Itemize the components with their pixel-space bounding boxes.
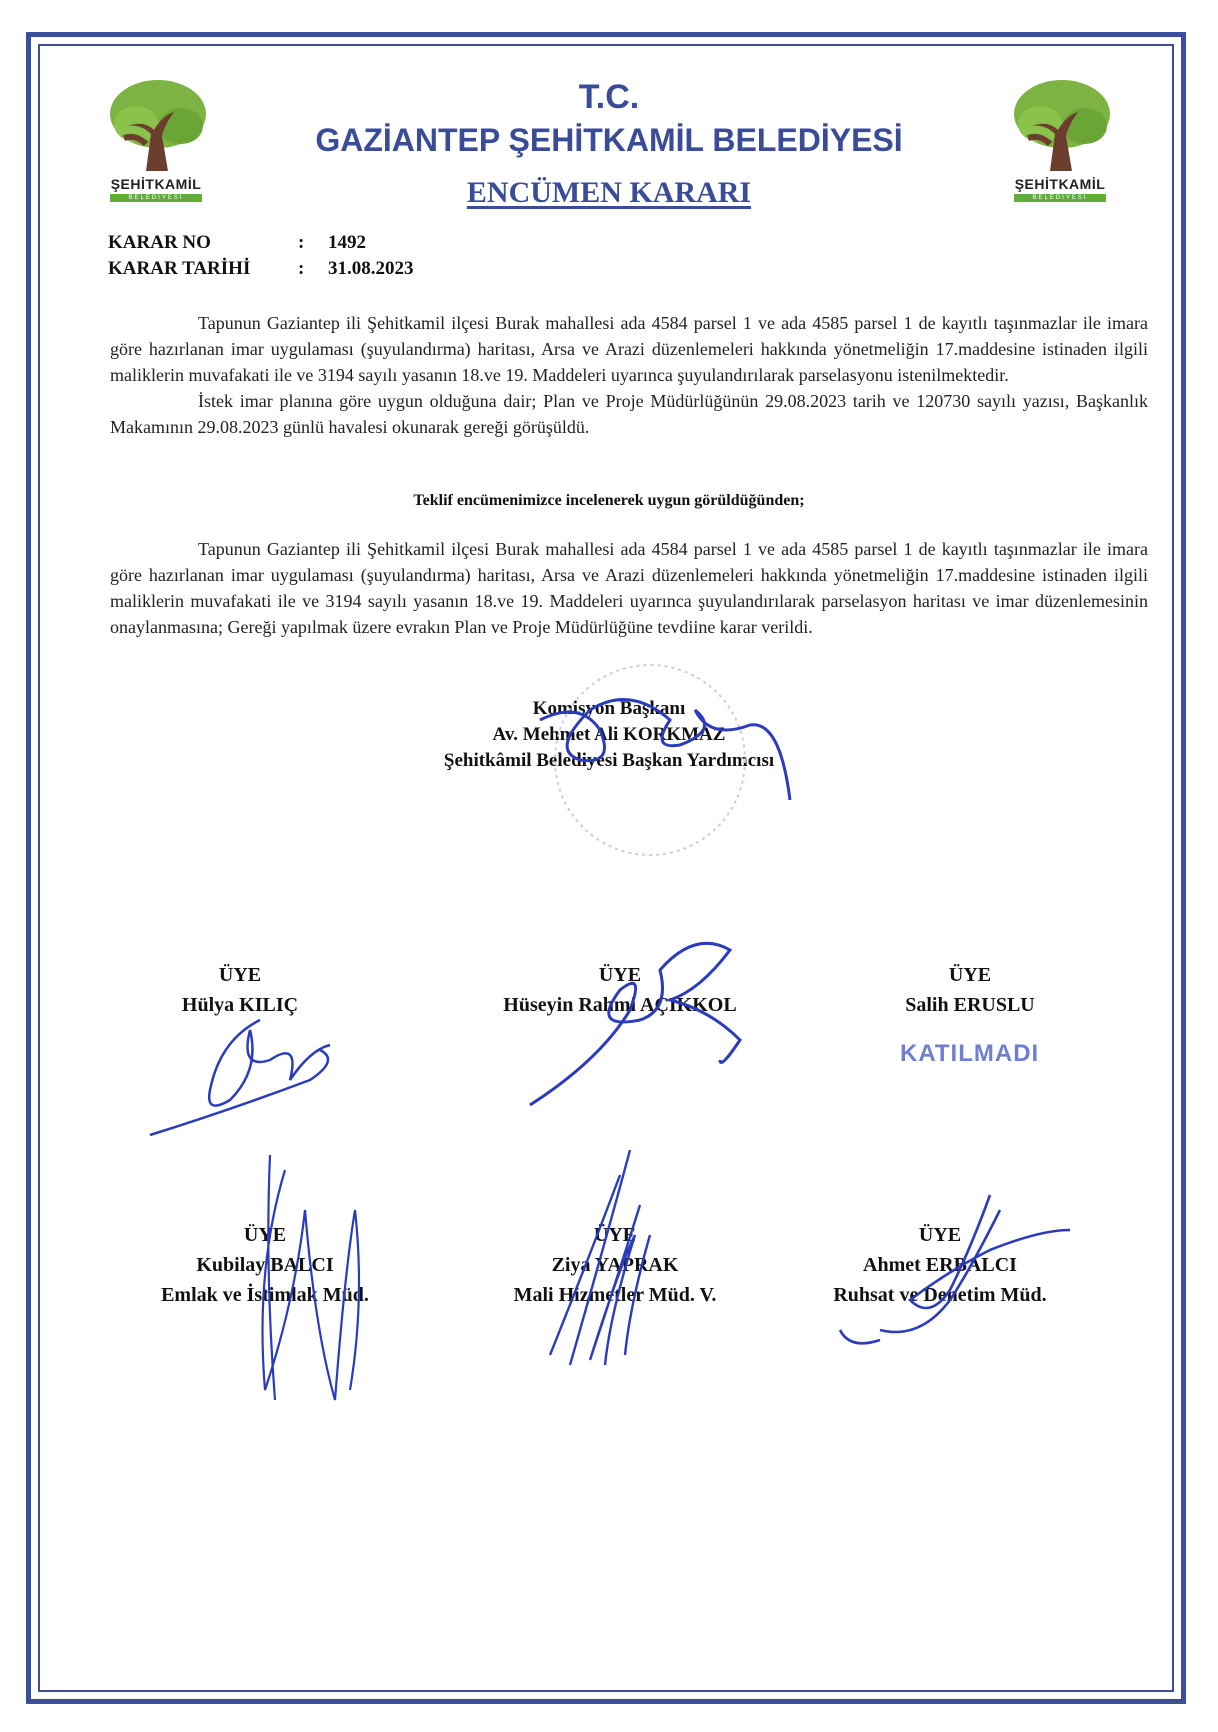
member-name: Kubilay BALCI: [196, 1254, 334, 1276]
logo-subtext: BELEDİYESİ: [110, 194, 202, 202]
separator: :: [298, 232, 305, 253]
member-role: ÜYE: [218, 964, 262, 986]
karar-tarihi-value: 31.08.2023: [328, 258, 414, 279]
karar-tarihi-row: [108, 258, 414, 280]
logo-subtext: BELEDİYESİ: [1014, 194, 1106, 202]
member-role: ÜYE: [948, 964, 992, 986]
member-5: [435, 1220, 795, 1310]
body-paragraphs-2: [110, 536, 1148, 640]
page-border-inner: [38, 44, 1174, 1692]
chair-name: Av. Mehmet Ali KORKMAZ: [492, 724, 726, 745]
member-3: [790, 960, 1150, 1020]
member-role: ÜYE: [598, 964, 642, 986]
chair-role: Komisyon Başkanı: [532, 698, 686, 719]
separator: :: [298, 258, 305, 279]
member-name: Salih ERUSLU: [905, 994, 1035, 1016]
member-title: Mali Hizmetler Müd. V.: [513, 1284, 717, 1306]
member-role: ÜYE: [243, 1224, 287, 1246]
member-6: [760, 1220, 1120, 1310]
header-municipality: GAZİANTEP ŞEHİTKAMİL BELEDİYESİ: [315, 122, 903, 158]
paragraph-1: Tapunun Gaziantep ili Şehitkamil ilçesi Burak mahallesi ada 4584 parsel 1 ve ada 4585 parsel 1 de kayıtlı taşınmazlar ile imara göre hazırlanan imar uygulaması (şuyulandırma) haritası, Arsa ve Arazi düzenlemeleri hakkında yönetmeliğin 17.maddesine istinaden ilgili maliklerin muvafakati ile ve 3194 sayılı yasanın 18.ve 19. Maddeleri uyarınca şuyulandırılarak parselasyonu istenilmektedir.: [110, 313, 1148, 385]
member-title: Emlak ve İstimlak Müd.: [161, 1284, 369, 1306]
member-name: Ziya YAPRAK: [551, 1254, 679, 1276]
decision-intro: Teklif encümenimizce incelenerek uygun görüldüğünden;: [413, 492, 805, 509]
member-role: ÜYE: [593, 1224, 637, 1246]
member-name: Hüseyin Rahmi AÇIKKOL: [503, 994, 737, 1016]
member-name: Hülya KILIÇ: [181, 994, 299, 1016]
member-role: ÜYE: [918, 1224, 962, 1246]
paragraph-3: Tapunun Gaziantep ili Şehitkamil ilçesi Burak mahallesi ada 4584 parsel 1 ve ada 4585 parsel 1 de kayıtlı taşınmazlar ile imara göre hazırlanan imar uygulaması (şuyulandırma) haritası, Arsa ve Arazi düzenlemeleri hakkında yönetmeliğin 17.maddesine istinaden ilgili maliklerin muvafakati ile ve 3194 sayılı yasanın 18.ve 19. Maddeleri uyarınca şuyulandırılarak parselasyon haritası ve imar düzenlemesinin onaylanmasına; Gereği yapılmak üzere evrakın Plan ve Proje Müdürlüğüne tevdiine karar verildi.: [110, 539, 1148, 637]
body-paragraphs-1: [110, 310, 1148, 440]
document-title: ENCÜMEN KARARI: [466, 176, 752, 209]
not-attended-stamp: KATILMADI: [900, 1040, 1040, 1067]
member-1: [60, 960, 420, 1020]
logo-text: ŞEHİTKAMİL: [1014, 176, 1106, 192]
karar-no-row: [108, 232, 366, 254]
logo-text: ŞEHİTKAMİL: [110, 176, 202, 192]
header-tc: T.C.: [578, 78, 640, 116]
chair-title: Şehitkâmil Belediyesi Başkan Yardımcısı: [443, 750, 775, 771]
member-4: [85, 1220, 445, 1310]
member-name: Ahmet ERBALCI: [863, 1254, 1017, 1276]
paragraph-2: İstek imar planına göre uygun olduğuna dair; Plan ve Proje Müdürlüğünün 29.08.2023 tarih ve 120730 sayılı yazısı, Başkanlık Makamının 29.08.2023 günlü havalesi okunarak gereği görüşüldü.: [110, 391, 1148, 437]
member-2: [440, 960, 800, 1020]
member-title: Ruhsat ve Denetim Müd.: [833, 1284, 1047, 1306]
karar-tarihi-label: KARAR TARİHİ: [108, 258, 251, 279]
karar-no-label: KARAR NO: [108, 232, 211, 253]
karar-no-value: 1492: [328, 232, 366, 253]
